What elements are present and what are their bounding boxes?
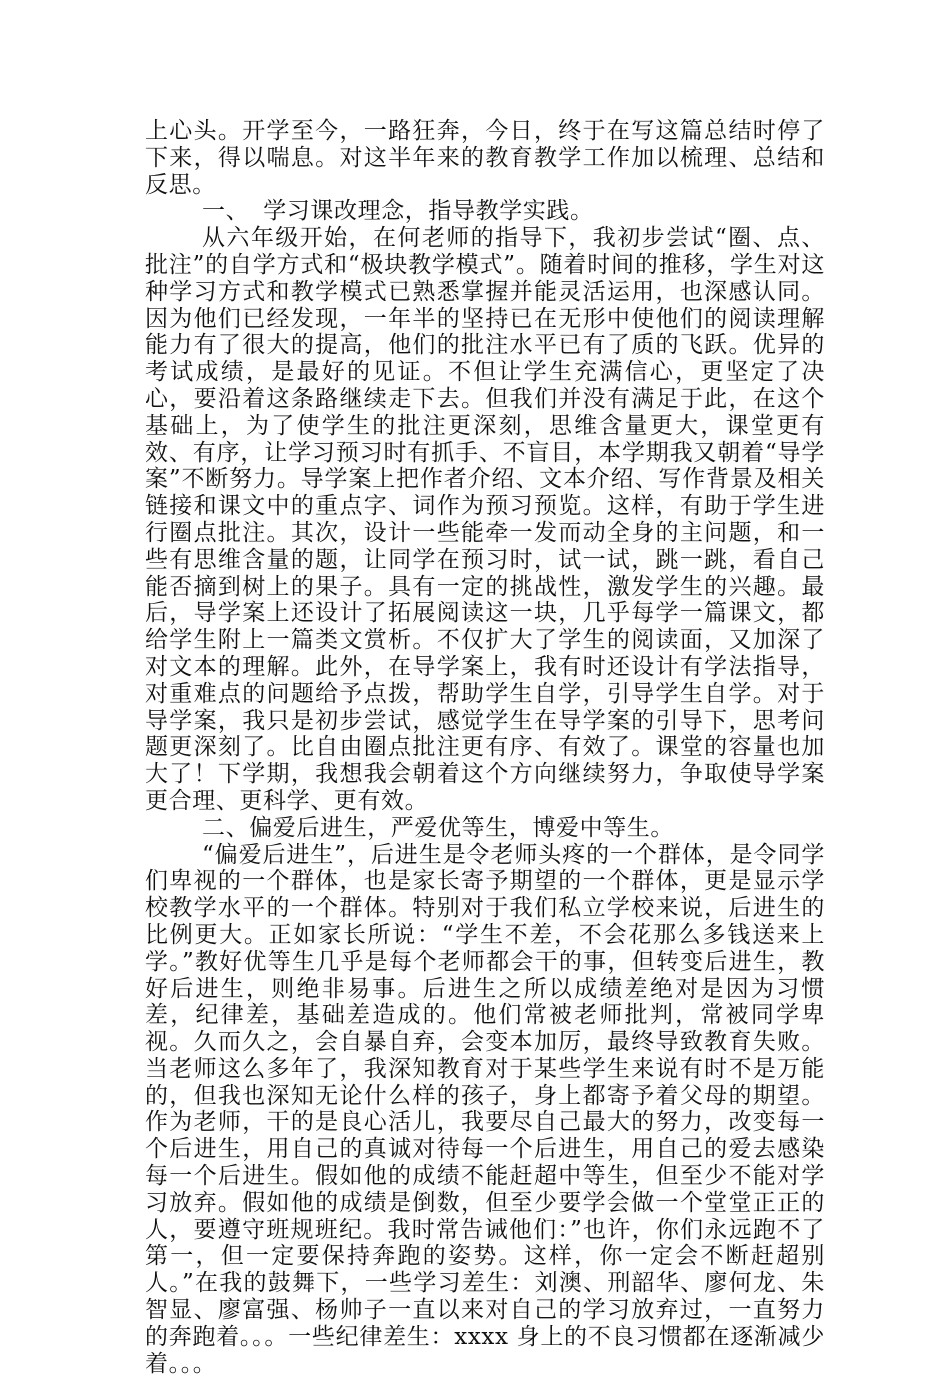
paragraph-teaching-practice: 从六年级开始，在何老师的指导下，我初步尝试“圈、点、批注”的自学方式和“极块教学模式”。随着时间的推移，学生对这种学习方式和教学模式已熟悉掌握并能灵活运用，也深感认同。因为他们已经发现，一年半的坚持已在无形中使他们的阅读理解能力有了很大的提高，他们的批注水平已有了质的飞跃。优异的考试成绩，是最好的见证。不但让学生充满信心，更坚定了决心，要沿着这条路继续走下去。但我们并没有满足于此，在这个基础上，为了使学生的批注更深刻，思维含量更大，课堂更有效、有序，让学习预习时有抓手、不盲目，本学期我又朝着“导学案”不断努力。导学案上把作者介绍、文本介绍、写作背景及相关链接和课文中的重点字、词作为预习预览。这样，有助于学生进行圈点批注。其次，设计一些能牵一发而动全身的主问题，和一些有思维含量的题，让同学在预习时，试一试，跳一跳，看自己能否摘到树上的果子。具有一定的挑战性，激发学生的兴趣。最后，导学案上还设计了拓展阅读这一块，几乎每学一篇课文，都给学生附上一篇类文赏析。不仅扩大了学生的阅读面，又加深了对文本的理解。此外，在导学案上，我有时还设计有学法指导，对重难点的问题给予点拨，帮助学生自学，引导学生自学。对于导学案，我只是初步尝试，感觉学生在导学案的引导下，思考问题更深刻了。比自由圈点批注更有序、有效了。课堂的容量也加大了！下学期，我想我会朝着这个方向继续努力，争取使导学案更合理、更科学、更有效。 — [145, 225, 825, 814]
section-heading-2: 二、偏爱后进生，严爱优等生，博爱中等生。 — [202, 814, 674, 841]
document-body — [145, 118, 825, 1377]
section-heading-1 — [145, 198, 825, 225]
paragraph-student-care: “偏爱后进生”，后进生是令老师头疼的一个群体，是令同学们卑视的一个群体，也是家长寄予期望的一个群体，更是显示学校教学水平的一个群体。特别对于我们私立学校来说，后进生的比例更大。正如家长所说：“学生不差，不会花那么多钱送来上学。”教好优等生几乎是每个老师都会干的事，但转变后进生，教好后进生，则绝非易事。后进生之所以成绩差绝对是因为习惯差，纪律差，基础差造成的。他们常被老师批判，常被同学卑视。久而久之，会自暴自弃，会变本加厉，最终导致教育失败。当老师这么多年了，我深知教育对于某些学生来说有时不是万能的，但我也深知无论什么样的孩子，身上都寄予着父母的期望。作为老师，干的是良心活儿，我要尽自己最大的努力，改变每一个后进生，用自己的真诚对待每一个后进生，用自己的爱去感染每一个后进生。假如他的成绩不能赶超中等生，但至少不能对学习放弃。假如他的成绩是倒数，但至少要学会做一个堂堂正正的人，要遵守班规班纪。我时常告诫他们：”也许，你们永远跑不了第一，但一定要保持奔跑的姿势。这样，你一定会不断赶超别人。”在我的鼓舞下，一些学习差生：刘澳、刑韶华、廖何龙、朱智显、廖富强、杨帅子一直以来对自己的学习放弃过，一直努力的奔跑着。。。一些纪律差生：xxxx 身上的不良习惯都在逐渐减少着。。。 — [145, 841, 825, 1377]
section-heading-1-text: 学习课改理念，指导教学实践。 — [263, 198, 594, 225]
section-heading-1-number: 一、 — [202, 198, 250, 225]
paragraph-continuation: 上心头。开学至今，一路狂奔，今日，终于在写这篇总结时停了下来，得以喘息。对这半年来的教育教学工作加以梳理、总结和反思。 — [145, 118, 825, 198]
